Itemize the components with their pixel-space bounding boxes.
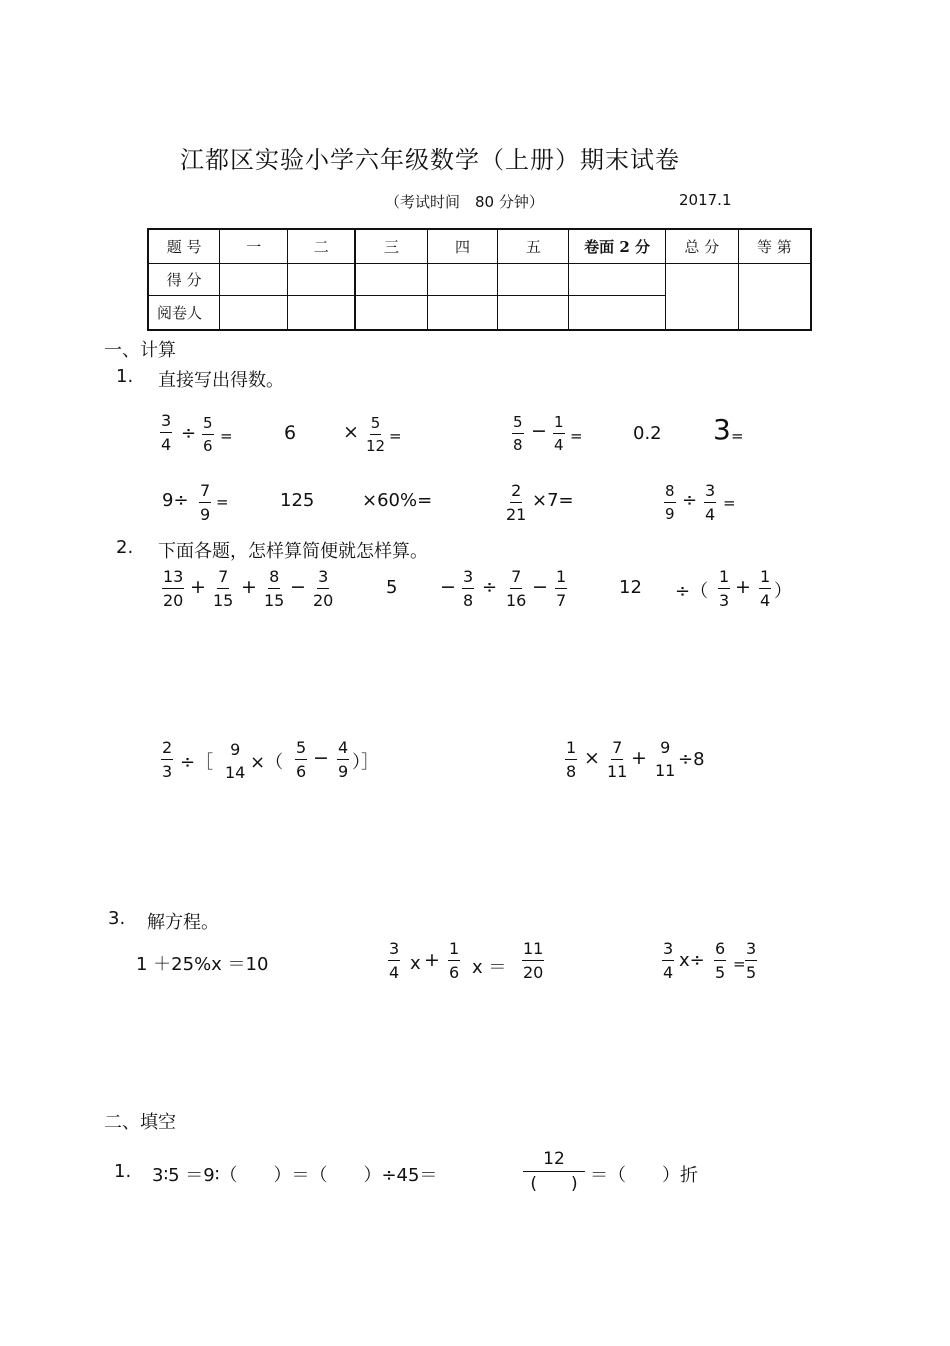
equals: =	[216, 493, 229, 511]
grader-cell[interactable]	[569, 296, 666, 330]
operator: +	[631, 747, 647, 769]
fraction: $\frac{2}{21}$	[506, 481, 527, 524]
fraction: $\frac{8}{15}$	[264, 567, 285, 610]
header-cell: 五	[498, 229, 569, 263]
expression: x÷	[679, 950, 705, 971]
header-cell: 卷面 2 分	[569, 229, 666, 263]
question-2-text: 下面各题，怎样算简便就怎样算。	[158, 541, 428, 562]
grader-cell[interactable]	[288, 296, 356, 330]
equals: =	[220, 427, 233, 445]
operator: −	[313, 747, 329, 769]
grade-cell[interactable]	[738, 263, 811, 330]
exam-time: （考试时间 80 分钟）	[385, 193, 544, 211]
expression: ×7=	[532, 490, 574, 511]
fraction: $\frac{6}{5}$	[715, 939, 726, 982]
fraction: $\frac{8}{9}$	[665, 482, 675, 523]
fraction: $\frac{7}{9}$	[200, 481, 211, 524]
expression: x ＝	[472, 957, 507, 978]
fraction: $\frac{13}{20}$	[163, 567, 184, 610]
fraction: $\frac{3}{5}$	[746, 939, 757, 982]
fraction: $\frac{3}{4}$	[389, 939, 400, 982]
fraction: 12 ( )	[522, 1151, 586, 1193]
operator: −	[290, 576, 306, 598]
fraction: $\frac{5}{8}$	[513, 413, 523, 454]
operator: ×（	[250, 752, 284, 773]
fraction: $\frac{1}{7}$	[556, 567, 567, 610]
operator: +	[424, 949, 440, 971]
score-cell[interactable]	[427, 263, 498, 295]
header-cell: 题 号	[148, 229, 220, 263]
number: 0.2	[633, 423, 662, 444]
operator: ×	[584, 747, 600, 769]
score-cell[interactable]	[355, 263, 427, 295]
section-2-title: 二、填空	[104, 1112, 176, 1133]
expression: 9÷	[162, 490, 189, 511]
header-cell: 三	[355, 229, 427, 263]
fraction: $\frac{5}{6}$	[203, 414, 213, 455]
question-3-text: 解方程。	[147, 912, 219, 933]
expression: ÷8	[678, 749, 705, 770]
fill-question-1-number: 1.	[114, 1161, 132, 1182]
operator: ×	[343, 421, 359, 443]
equals: =	[731, 427, 744, 445]
fraction: $\frac{1}{3}$	[719, 567, 730, 610]
fraction: $\frac{7}{16}$	[506, 567, 527, 610]
fraction: $\frac{1}{8}$	[566, 738, 577, 781]
grader-cell[interactable]	[355, 296, 427, 330]
operator: ÷［	[180, 752, 214, 773]
number: 3	[713, 413, 731, 446]
close-paren: ）	[774, 581, 792, 602]
equals: =	[733, 955, 746, 973]
operator: −	[440, 576, 456, 598]
fraction: $\frac{3}{4}$	[663, 939, 674, 982]
operator: +	[735, 576, 751, 598]
score-cell[interactable]	[569, 263, 666, 295]
total-score-cell[interactable]	[665, 263, 738, 330]
fraction: $\frac{7}{11}$	[607, 738, 628, 781]
header-cell: 一	[220, 229, 288, 263]
fraction: $\frac{3}{4}$	[705, 481, 716, 524]
score-cell[interactable]	[220, 263, 288, 295]
header-cell: 总 分	[665, 229, 738, 263]
fraction: $\frac{11}{20}$	[523, 939, 544, 982]
operator: ÷	[682, 490, 698, 511]
fraction: $\frac{5}{6}$	[296, 738, 307, 781]
fill-question-1-lead: 3∶5 ＝9∶（ ）＝（ ）÷45＝	[152, 1165, 438, 1186]
score-cell[interactable]	[288, 263, 356, 295]
grader-cell[interactable]	[220, 296, 288, 330]
equals: =	[570, 427, 583, 445]
section-1-title: 一、计算	[104, 340, 176, 361]
operator: ÷	[482, 577, 498, 598]
fraction: $\frac{3}{8}$	[463, 567, 474, 610]
expression: ×60%=	[362, 490, 433, 511]
header-cell: 四	[427, 229, 498, 263]
fraction: $\frac{1}{4}$	[554, 413, 564, 454]
fraction: $\frac{2}{3}$	[162, 738, 173, 781]
question-1-text: 直接写出得数。	[158, 370, 284, 391]
header-cell: 二	[288, 229, 356, 263]
operator: ÷	[181, 423, 197, 444]
equation: 1 ＋25%x ＝10	[136, 954, 269, 975]
number: 5	[386, 577, 398, 598]
fraction: $\frac{4}{9}$	[338, 738, 349, 781]
score-cell[interactable]	[498, 263, 569, 295]
operator: −	[531, 420, 547, 442]
equals: =	[723, 494, 736, 512]
fraction: 9 14	[225, 740, 246, 782]
number: 125	[280, 490, 315, 511]
question-2-number: 2.	[116, 537, 134, 558]
number: 6	[284, 422, 297, 444]
fraction: $\frac{5}{12}$	[366, 414, 386, 455]
question-3-number: 3.	[108, 908, 126, 929]
fraction: $\frac{3}{20}$	[313, 567, 334, 610]
fraction: $\frac{1}{6}$	[449, 939, 460, 982]
number: 12	[619, 577, 642, 598]
exam-date: 2017.1	[679, 191, 732, 209]
fraction: $\frac{7}{15}$	[213, 567, 234, 610]
grader-cell[interactable]	[498, 296, 569, 330]
variable: x	[410, 953, 421, 974]
operator: +	[190, 576, 206, 598]
operator: ÷（	[675, 581, 709, 602]
operator: +	[241, 576, 257, 598]
fill-question-1-tail: ＝（ ）折	[590, 1165, 698, 1186]
equals: =	[389, 427, 402, 445]
row-label: 阅卷人	[148, 296, 220, 330]
page-title: 江都区实验小学六年级数学（上册）期末试卷	[180, 146, 680, 174]
operator: −	[532, 576, 548, 598]
score-table	[147, 228, 812, 331]
fraction: $\frac{3}{4}$	[161, 411, 172, 454]
header-cell: 等 第	[738, 229, 811, 263]
fraction: 9 11	[655, 738, 676, 780]
close-bracket: ）］	[352, 752, 379, 773]
grader-cell[interactable]	[427, 296, 498, 330]
question-1-number: 1.	[116, 366, 134, 387]
row-label: 得 分	[148, 263, 220, 295]
fraction: $\frac{1}{4}$	[760, 567, 771, 610]
